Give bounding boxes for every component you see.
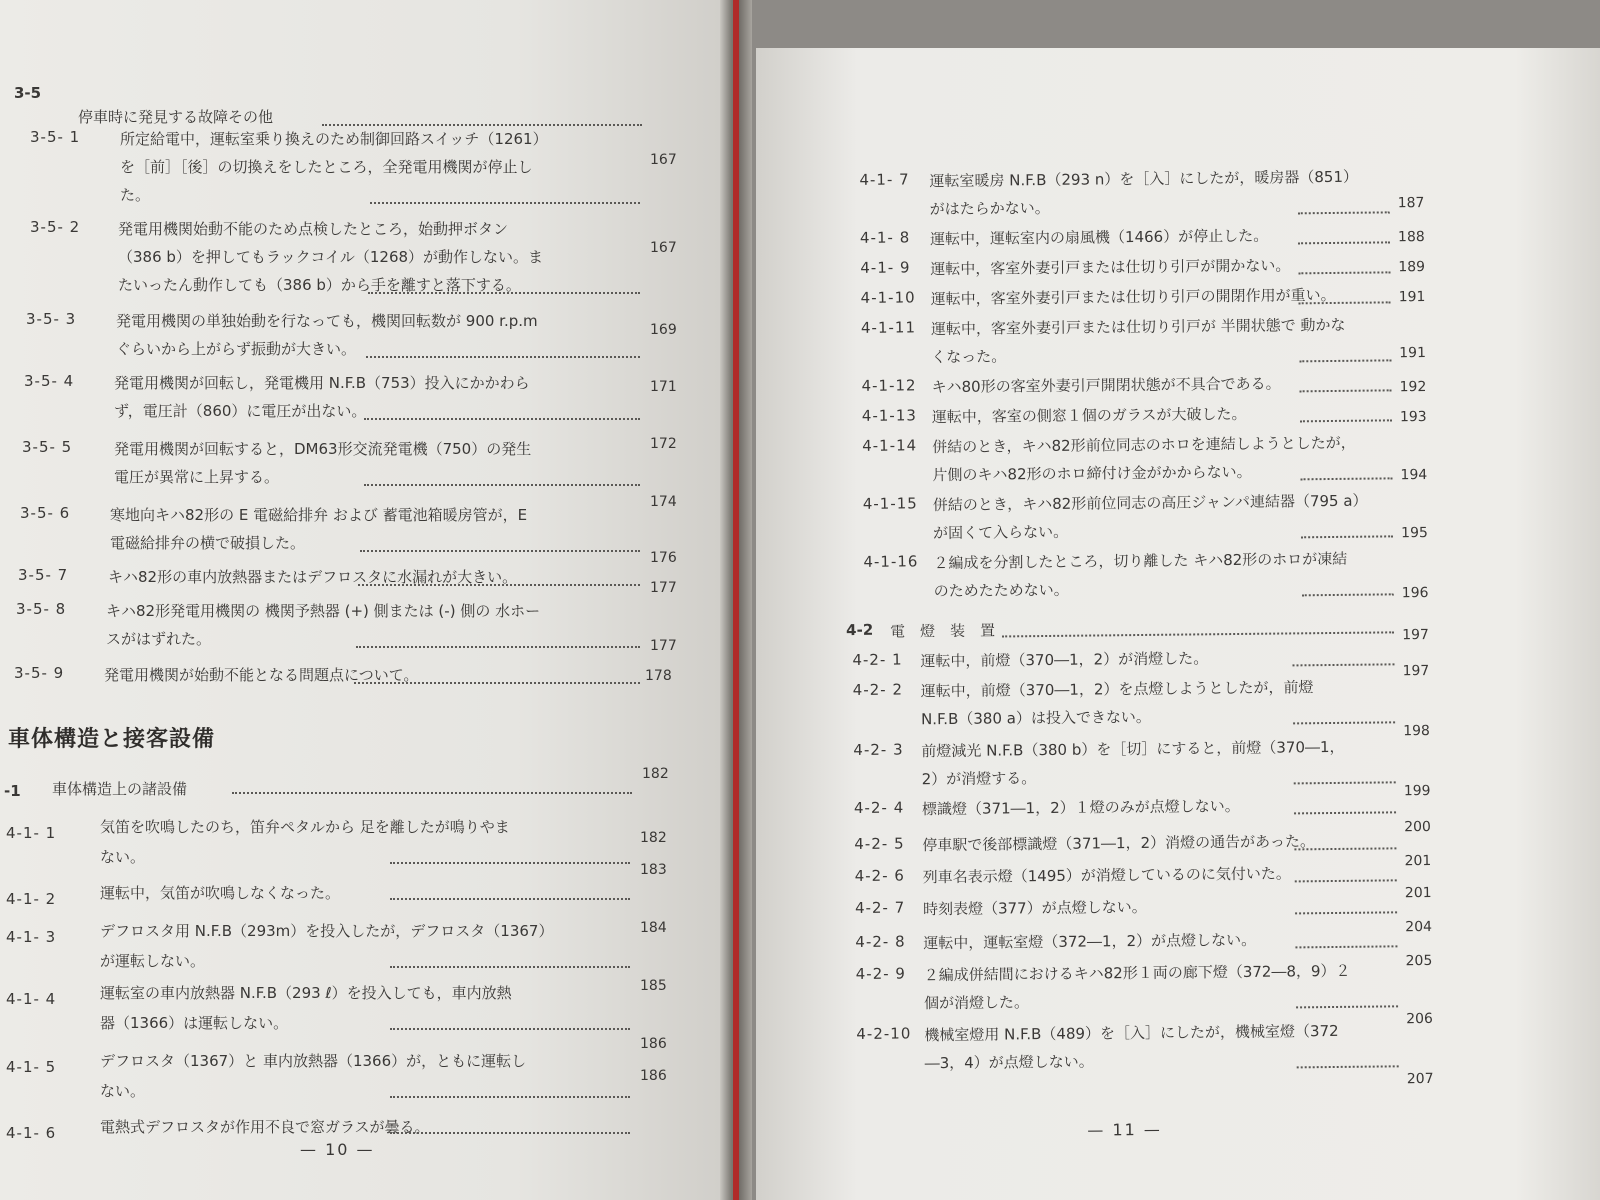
entry-number: 4-2-10 [856, 1024, 912, 1044]
leader-dots [1002, 631, 1394, 637]
page-number: 189 [1398, 259, 1426, 276]
entry-number: 4-1-14 [862, 436, 918, 455]
entry-text: キハ82形発電用機関の 機関予熱器 (+) 側または (-) 側の 水ホー [106, 602, 541, 620]
leader-dots [390, 1132, 630, 1134]
page-number: 167 [650, 152, 677, 168]
page-number: 182 [642, 766, 669, 782]
entry-text: キハ82形の車内放熱器またはデフロスタに水漏れが大きい。 [108, 568, 518, 586]
page-number: 169 [650, 322, 677, 338]
entry-number: 4-1-13 [861, 406, 917, 425]
page-number: 184 [640, 920, 667, 936]
entry-number: 4-2- 9 [855, 964, 907, 984]
entry-text: ぐらいから上がらず振動が大きい。 [116, 340, 357, 358]
entry-text: 個が消燈した。 [923, 993, 1030, 1013]
page-number: 192 [1399, 378, 1427, 396]
entry-text: 器（1366）は運転しない。 [100, 1014, 289, 1032]
leader-dots [1298, 271, 1390, 274]
entry-text: N.F.B（380 a）は投入できない。 [920, 707, 1151, 729]
page-number: 201 [1404, 852, 1432, 870]
leader-dots [354, 682, 640, 684]
leader-dots [364, 418, 640, 420]
entry-text: くなった。 [931, 347, 1007, 367]
entry-text: が運転しない。 [100, 952, 206, 970]
page-number: 185 [640, 978, 667, 994]
entry-number: 3-5- 8 [16, 600, 67, 618]
entry-number: 4-1- 2 [6, 890, 57, 908]
entry-number: 3-5- 3 [26, 310, 77, 328]
page-number: 183 [640, 862, 667, 878]
entry-number: 4-1- 8 [859, 228, 911, 247]
entry-number: 4-1- 1 [6, 824, 57, 842]
entry-text: 標識燈（371―1，2）１燈のみが点燈しない。 [921, 796, 1240, 819]
page-number: 195 [1401, 524, 1428, 542]
leader-dots [356, 646, 640, 648]
page-number: 186 [640, 1068, 667, 1084]
chapter-title: 車体構造と接客設備 [8, 727, 216, 752]
entry-text: 機械室燈用 N.F.B（489）を［入］にしたが，機械室燈（372 [924, 1021, 1339, 1045]
left-page [0, 0, 738, 1200]
leader-dots [232, 792, 632, 794]
entry-number: 4-1- 6 [6, 1124, 57, 1142]
leader-dots [1293, 721, 1395, 724]
entry-text: 運転中，運転室内の扇風機（1466）が停止した。 [929, 226, 1269, 249]
entry-number: 4-1-16 [863, 552, 919, 571]
page-number: 186 [640, 1036, 667, 1052]
entry-number: 4-2- 7 [854, 898, 906, 918]
section-number: 3-5 [14, 84, 42, 102]
leader-dots [390, 966, 630, 968]
page-number: 176 [650, 550, 677, 566]
entry-text: を［前］［後］の切換えをしたところ，全発電用機関が停止し [120, 158, 533, 176]
folio: — 10 — [300, 1140, 375, 1159]
page-number: 191 [1399, 345, 1427, 362]
entry-text: 運転中，客室の側窓１個のガラスが大破した。 [931, 404, 1247, 427]
entry-text: 運転中，客室外妻引戸または仕切り引戸が開かない。 [930, 256, 1291, 279]
entry-text: た。 [120, 186, 151, 204]
entry-text: 電磁給排弁の横で破損した。 [110, 534, 306, 552]
leader-dots [1297, 1065, 1399, 1068]
entry-text: ない。 [100, 848, 146, 866]
leader-dots [358, 584, 640, 586]
leader-dots [1299, 301, 1391, 304]
entry-number: 3-5- 6 [20, 504, 71, 522]
leader-dots [1295, 945, 1397, 948]
entry-text: 発電用機関の単独始動を行なっても，機関回転数が 900 r.p.m [116, 312, 538, 330]
entry-text: 発電用機関始動不能のため点検したところ，始動押ボタン [118, 220, 509, 238]
book-spine [733, 0, 739, 1200]
right-page-content [756, 48, 1600, 1200]
leader-dots [390, 898, 630, 900]
section-number: -1 [4, 782, 21, 800]
section-title: 車体構造上の諸設備 [52, 780, 188, 798]
entry-text: 寒地向キハ82形の E 電磁給排弁 および 蓄電池箱暖房管が，E [110, 506, 528, 524]
leader-dots [364, 484, 640, 486]
page-number: 178 [645, 668, 672, 684]
entry-text: が固くて入らない。 [932, 522, 1069, 543]
entry-number: 3-5- 7 [18, 566, 69, 584]
entry-text: ―3，4）が点燈しない。 [924, 1052, 1094, 1073]
entry-text: スがはずれた。 [106, 630, 212, 648]
leader-dots [1299, 359, 1391, 362]
leader-dots [1294, 811, 1396, 814]
entry-text: 運転中，気笛が吹鳴しなくなった。 [100, 884, 341, 902]
entry-text: 電圧が異常に上昇する。 [114, 468, 280, 486]
entry-number: 4-2- 2 [852, 680, 904, 700]
entry-number: 4-2- 4 [853, 798, 905, 818]
page-number: 187 [1397, 195, 1425, 212]
entry-text: 2）が消燈する。 [921, 769, 1037, 789]
page-number: 207 [1406, 1070, 1434, 1088]
entry-number: 4-1- 4 [6, 990, 57, 1008]
page-number: 198 [1403, 722, 1431, 740]
page-number: 182 [640, 830, 667, 846]
entry-number: 4-2- 5 [854, 834, 905, 854]
entry-text: 片側のキハ82形のホロ締付け金がかからない。 [932, 462, 1252, 485]
leader-dots [1294, 781, 1396, 784]
entry-number: 3-5- 9 [14, 664, 65, 682]
page-number: 167 [650, 240, 677, 256]
leader-dots [1300, 419, 1392, 422]
leader-dots [360, 550, 640, 552]
entry-number: 3-5- 4 [24, 372, 75, 390]
leader-dots [1301, 477, 1393, 480]
leader-dots [366, 356, 640, 358]
page-number: 201 [1404, 884, 1432, 902]
leader-dots [322, 124, 642, 126]
entry-number: 3-5- 2 [30, 218, 81, 236]
entry-number: 3-5- 5 [22, 438, 73, 456]
leader-dots [370, 202, 640, 204]
leader-dots [1296, 1005, 1398, 1008]
entry-text: デフロスタ用 N.F.B（293m）を投入したが，デフロスタ（1367） [100, 922, 554, 940]
entry-text: たいったん動作しても（386 b）から手を離すと落下する。 [118, 276, 521, 294]
entry-text: 発電用機関が回転すると，DM63形交流発電機（750）の発生 [114, 440, 532, 458]
page-number: 188 [1397, 229, 1425, 246]
page-number: 177 [650, 638, 677, 654]
page-number: 174 [650, 494, 677, 510]
page-number: 193 [1399, 408, 1427, 426]
page-number: 206 [1406, 1010, 1434, 1028]
entry-text: 運転室暖房 N.F.B（293 n）を［入］にしたが，暖房器（851） [929, 167, 1359, 191]
entry-text: 時刻表燈（377）が点燈しない。 [922, 897, 1147, 919]
entry-text: （386 b）を押してもラックコイル（1268）が動作しない。ま [118, 248, 544, 266]
leader-dots [1302, 593, 1394, 596]
entry-text: デフロスタ（1367）と 車内放熱器（1366）が，ともに運転し [100, 1052, 527, 1070]
entry-text: 所定給電中，運転室乗り換えのため制御回路スイッチ（1261） [120, 130, 548, 148]
page-number: 196 [1401, 584, 1429, 602]
entry-text: 運転中，前燈（370―1，2）が消燈した。 [920, 649, 1209, 671]
entry-text: ２編成併結間におけるキハ82形１両の廊下燈（372―8，9）２ [923, 961, 1351, 985]
entry-number: 4-2- 3 [853, 740, 904, 760]
leader-dots [1292, 663, 1394, 666]
section-title: 電 燈 装 置 [890, 621, 996, 641]
entry-number: 4-1-15 [862, 494, 918, 513]
entry-number: 4-1-12 [861, 376, 917, 395]
entry-number: 4-2- 8 [855, 932, 906, 952]
leader-dots [390, 862, 630, 864]
entry-number: 4-1- 7 [859, 170, 910, 189]
entry-text: 運転中，客室外妻引戸または仕切り引戸が 半開状態で 動かな [930, 315, 1346, 339]
entry-text: 運転室の車内放熱器 N.F.B（293 ℓ）を投入しても，車内放熱 [100, 984, 512, 1002]
page-number: 194 [1400, 466, 1428, 484]
entry-text: のためたためない。 [933, 580, 1069, 601]
leader-dots [368, 292, 640, 294]
page-number: 172 [650, 436, 677, 452]
page-number: 177 [650, 580, 677, 596]
entry-number: 4-2- 1 [852, 650, 903, 670]
folio: — 11 — [1087, 1119, 1162, 1140]
leader-dots [1298, 211, 1390, 214]
page-number: 197 [1402, 662, 1430, 680]
page-number: 204 [1405, 918, 1433, 936]
entry-text: 発電用機関が回転し，発電機用 N.F.B（753）投入にかかわら [114, 374, 530, 392]
entry-text: 併結のとき，キハ82形前位同志の高圧ジャンパ連結器（795 a） [932, 491, 1368, 515]
entry-text: ない。 [100, 1082, 146, 1100]
entry-number: 4-1- 3 [6, 928, 57, 946]
entry-text: がはたらかない。 [929, 198, 1050, 219]
page-number: 199 [1403, 782, 1431, 800]
page-number: 197 [1402, 626, 1430, 644]
page-number: 200 [1404, 818, 1432, 836]
entry-text: 気笛を吹鳴したのち，笛弁ペタルから 足を離したが鳴りやま [100, 818, 510, 836]
entry-text: 前燈減光 N.F.B（380 b）を［切］にすると，前燈（370―1， [921, 737, 1345, 761]
entry-text: ず，電圧計（860）に電圧が出ない。 [114, 402, 367, 420]
entry-text: 列車名表示燈（1495）が消燈しているのに気付いた。 [922, 864, 1291, 887]
leader-dots [390, 1096, 630, 1098]
entry-text: 運転中，運転室燈（372―1，2）が点燈しない。 [923, 930, 1257, 953]
entry-number: 4-1-10 [860, 288, 916, 307]
page-number: 191 [1398, 289, 1426, 306]
section-title: 停車時に発見する故障その他 [78, 108, 274, 126]
leader-dots [1301, 535, 1393, 538]
entry-number: 4-1-11 [860, 318, 917, 337]
entry-number: 4-2- 6 [854, 866, 906, 886]
entry-text: ２編成を分割したところ，切り離した キハ82形のホロが凍結 [933, 549, 1348, 573]
entry-text: 電熱式デフロスタが作用不良で窓ガラスが曇る。 [100, 1118, 430, 1136]
leader-dots [1295, 911, 1397, 914]
leader-dots [1294, 847, 1396, 850]
page-number: 205 [1405, 952, 1433, 970]
entry-number: 3-5- 1 [30, 128, 81, 146]
leader-dots [1298, 241, 1390, 244]
leader-dots [1295, 879, 1397, 882]
entry-text: 発電用機関が始動不能となる問題点について。 [104, 666, 419, 684]
entry-text: キハ80形の客室外妻引戸開閉状態が不具合である。 [931, 374, 1281, 397]
entry-text: 停車駅で後部標識燈（371―1，2）消燈の通告があった。 [922, 832, 1316, 855]
entry-text: 運転中，前燈（370―1，2）を点燈しようとしたが，前燈 [920, 678, 1314, 701]
page-number: 171 [650, 379, 677, 395]
leader-dots [1300, 389, 1392, 392]
right-page [756, 48, 1600, 1200]
entry-number: 4-1- 9 [860, 258, 911, 277]
entry-text: 併結のとき，キハ82形前位同志のホロを連結しようとしたが， [932, 433, 1356, 457]
entry-text: 運転中，客室外妻引戸または仕切り引戸の開閉作用が重い。 [930, 285, 1336, 309]
leader-dots [390, 1028, 630, 1030]
section-number: 4-2 [846, 620, 874, 640]
entry-number: 4-1- 5 [6, 1058, 57, 1076]
